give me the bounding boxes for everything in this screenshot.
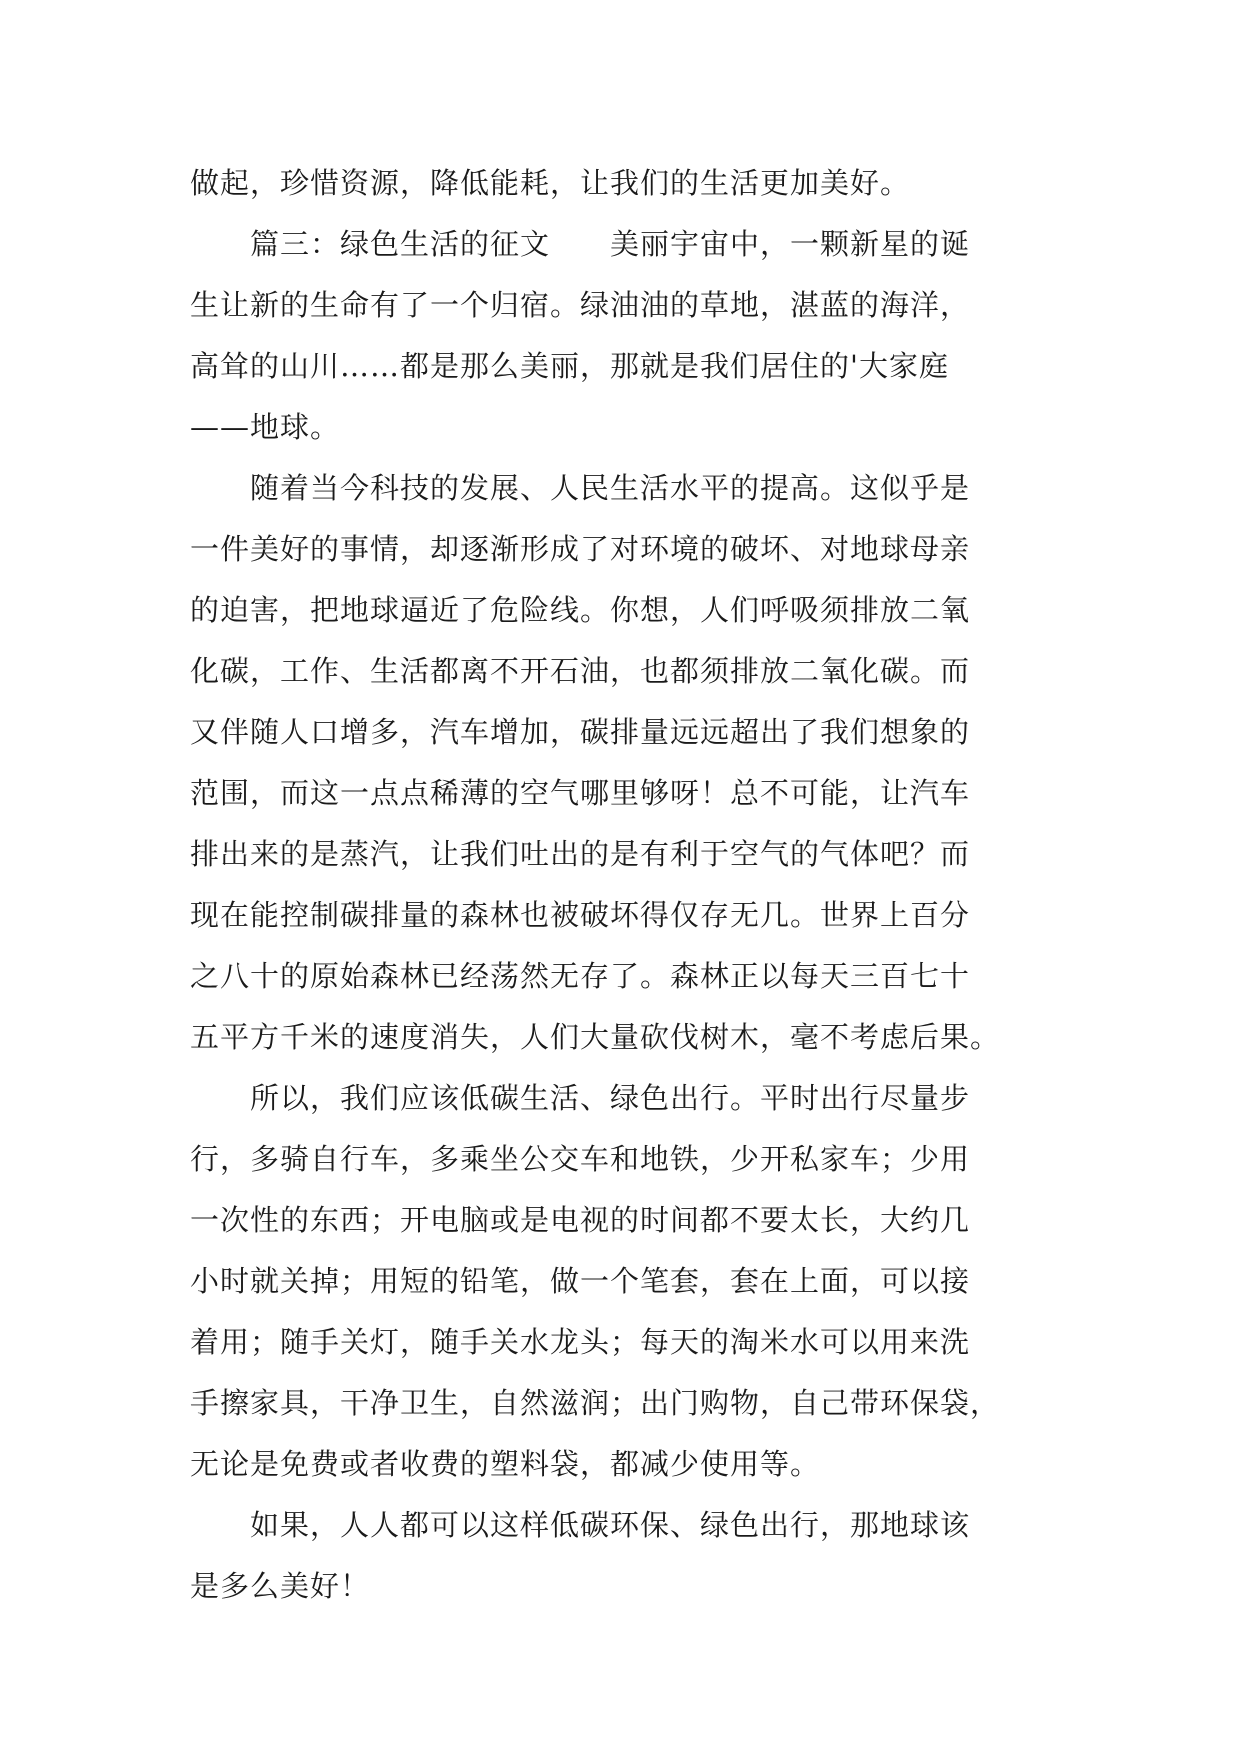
text-line: 生让新的生命有了一个归宿。绿油油的草地，湛蓝的海洋，	[190, 288, 971, 322]
text-line: 化碳，工作、生活都离不开石油，也都须排放二氧化碳。而	[190, 654, 971, 688]
text-line: 做起，珍惜资源，降低能耗，让我们的生活更加美好。	[190, 166, 911, 200]
text-line: 小时就关掉；用短的铅笔，做一个笔套，套在上面，可以接	[190, 1264, 971, 1298]
text-line: 范围，而这一点点稀薄的空气哪里够呀！总不可能，让汽车	[190, 776, 971, 810]
text-line: 一次性的东西；开电脑或是电视的时间都不要太长，大约几	[190, 1203, 971, 1237]
text-line: ——地球。	[190, 410, 341, 444]
text-line: 无论是免费或者收费的塑料袋，都减少使用等。	[190, 1447, 821, 1481]
text-line: 随着当今科技的发展、人民生活水平的提高。这似乎是	[190, 471, 971, 505]
text-line: 又伴随人口增多，汽车增加，碳排量远远超出了我们想象的	[190, 715, 971, 749]
text-line: 所以，我们应该低碳生活、绿色出行。平时出行尽量步	[190, 1081, 971, 1115]
essay-body	[190, 153, 1060, 1617]
text-line: 如果，人人都可以这样低碳环保、绿色出行，那地球该	[190, 1508, 971, 1542]
text-line: 是多么美好！	[190, 1569, 371, 1603]
text-line: 现在能控制碳排量的森林也被破坏得仅存无几。世界上百分	[190, 898, 971, 932]
text-line: 篇三：绿色生活的征文 美丽宇宙中，一颗新星的诞	[190, 227, 971, 261]
text-line: 之八十的原始森林已经荡然无存了。森林正以每天三百七十	[190, 959, 971, 993]
text-line: 排出来的是蒸汽，让我们吐出的是有利于空气的气体吧？而	[190, 837, 971, 871]
text-line: 一件美好的事情，却逐渐形成了对环境的破坏、对地球母亲	[190, 532, 971, 566]
text-line: 着用；随手关灯，随手关水龙头；每天的淘米水可以用来洗	[190, 1325, 971, 1359]
text-line: 手擦家具，干净卫生，自然滋润；出门购物，自己带环保袋，	[190, 1386, 1001, 1420]
text-line: 的迫害，把地球逼近了危险线。你想，人们呼吸须排放二氧	[190, 593, 971, 627]
text-line: 行，多骑自行车，多乘坐公交车和地铁，少开私家车；少用	[190, 1142, 971, 1176]
text-line: 高耸的山川……都是那么美丽，那就是我们居住的'大家庭	[190, 349, 949, 383]
text-line: 五平方千米的速度消失，人们大量砍伐树木，毫不考虑后果。	[190, 1020, 1001, 1054]
